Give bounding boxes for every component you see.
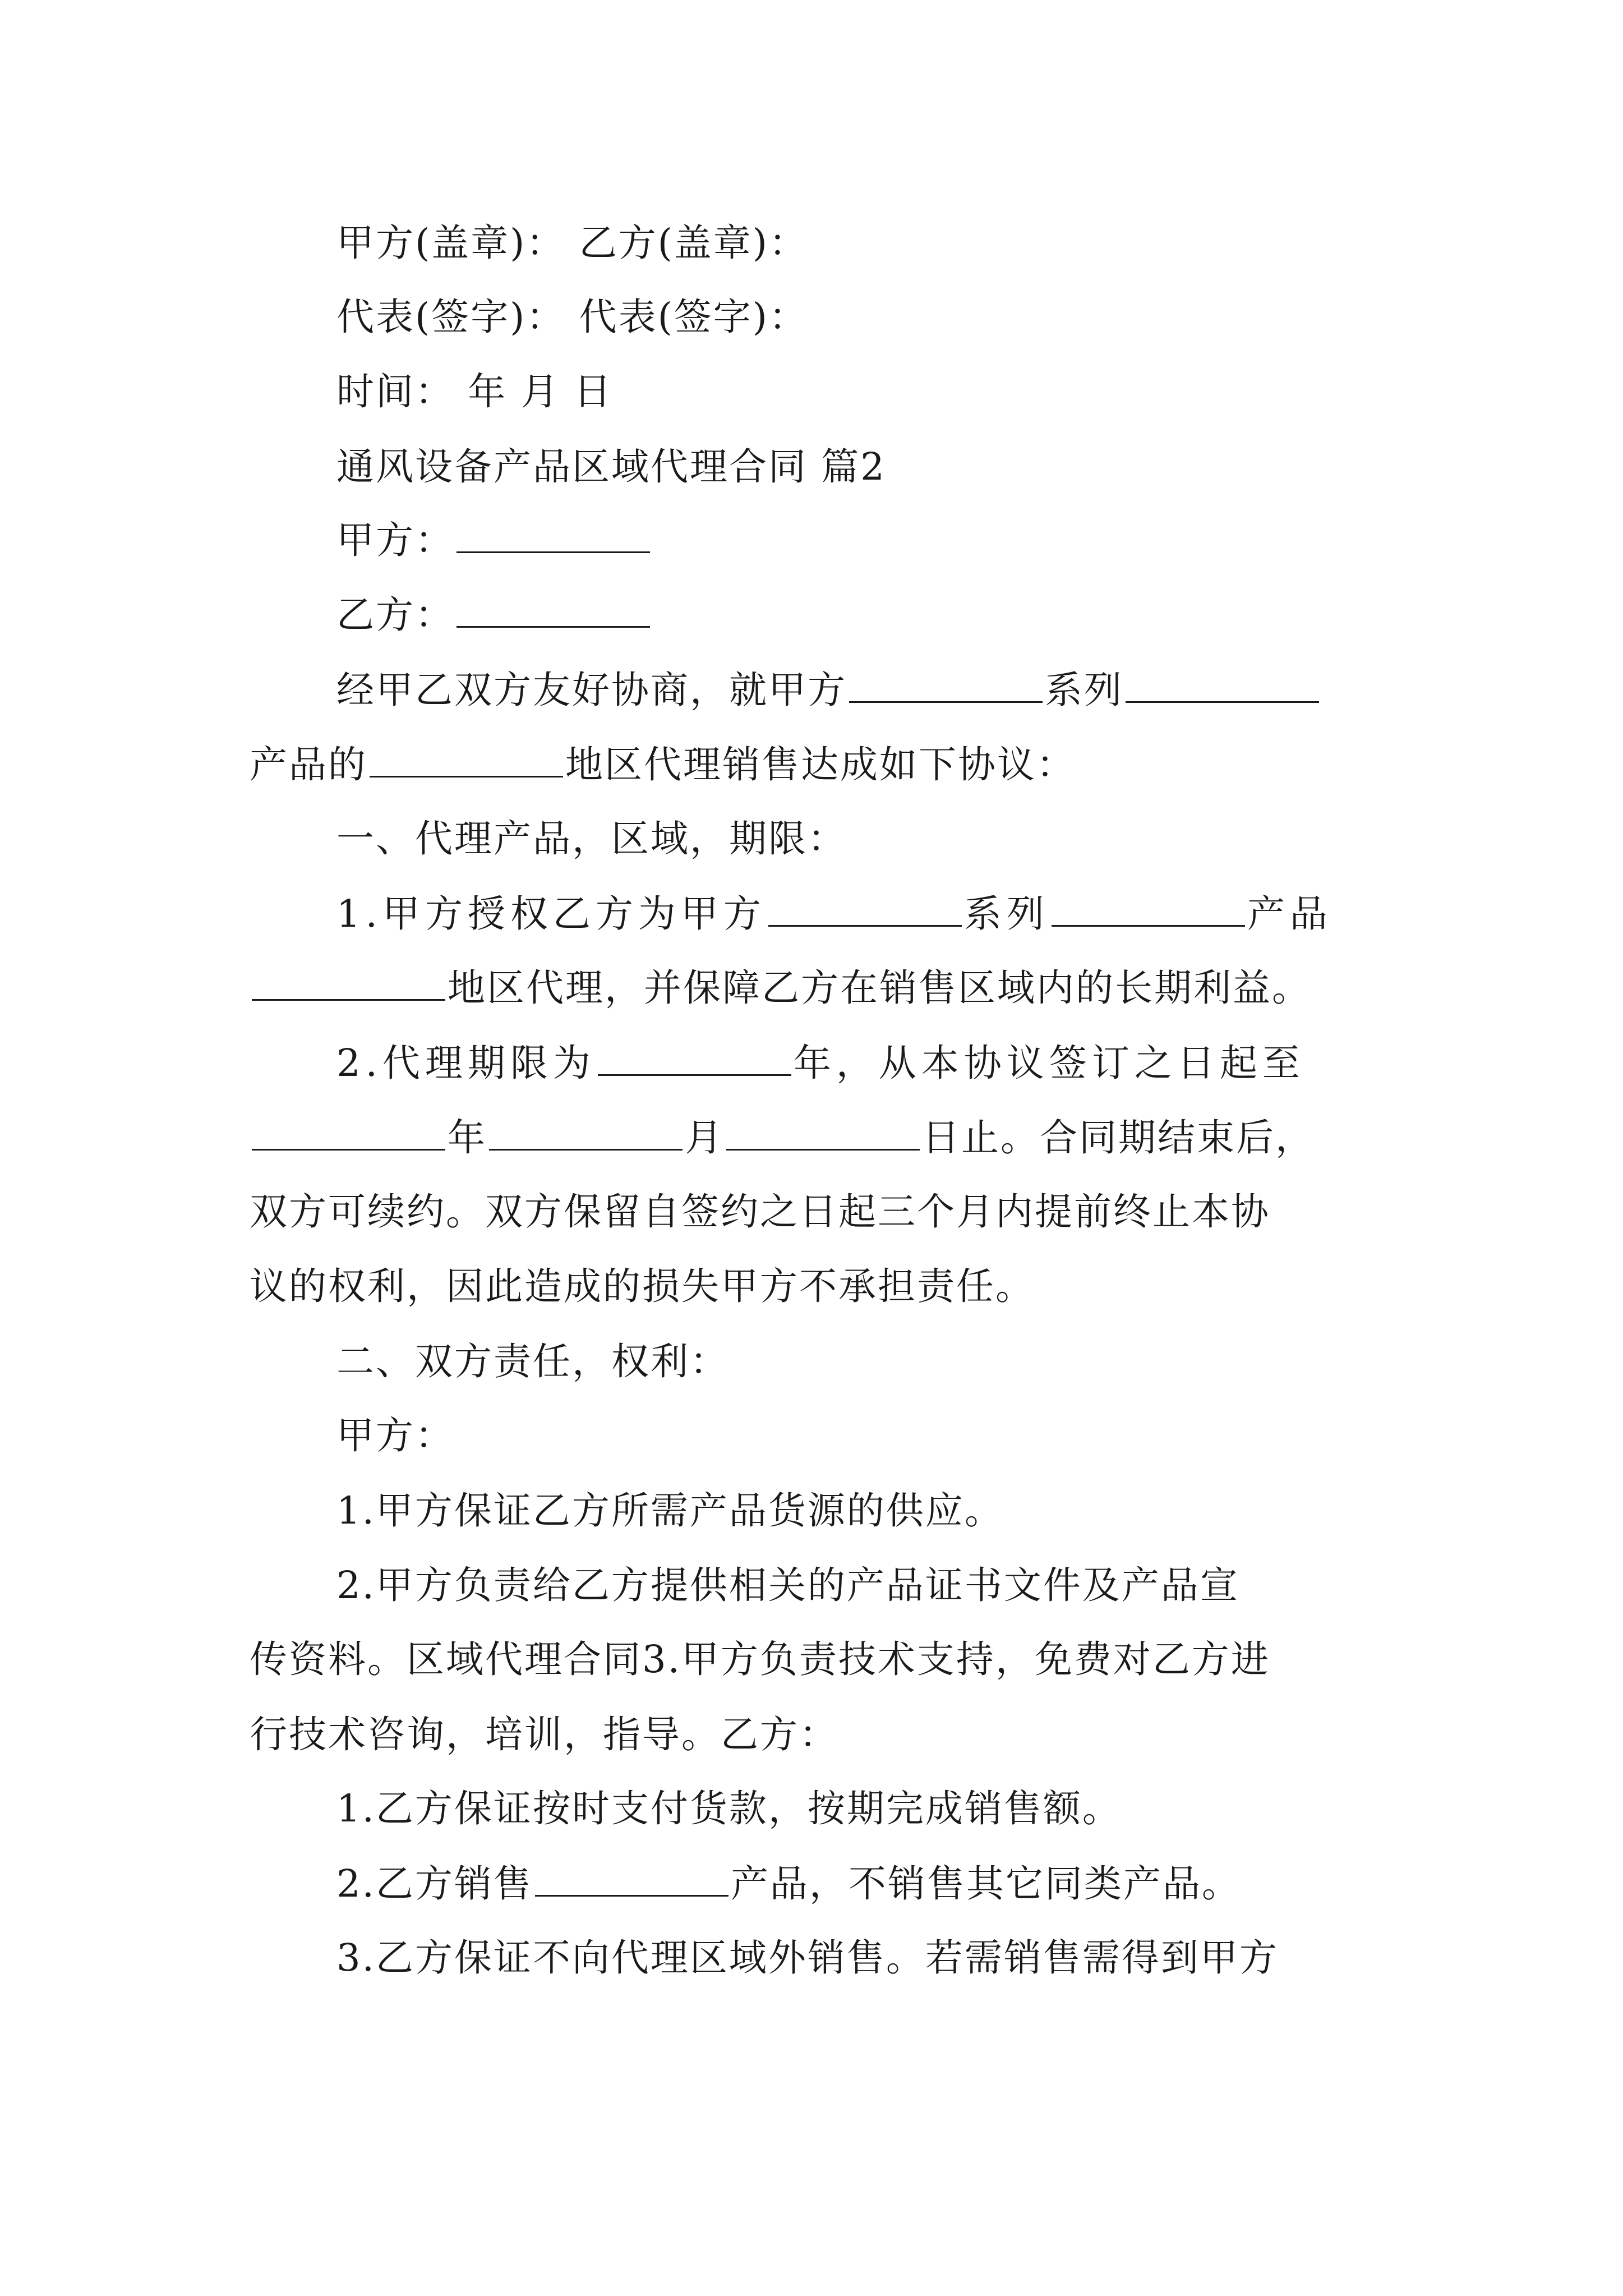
party-a-duty-2-line-1 xyxy=(336,1563,1239,1607)
clause-1-1-blank-2 xyxy=(1052,897,1245,927)
party-a-duty-2-text-2: 传资料。区域代理合同3.甲方负责技术支持，免费对乙方进 xyxy=(250,1637,1270,1681)
party-b-blank xyxy=(457,598,650,628)
party-b-duty-2-text-2: 产品，不销售其它同类产品。 xyxy=(730,1862,1241,1906)
party-a-line xyxy=(336,518,652,562)
seal-text: 甲方(盖章)： 乙方(盖章)： xyxy=(336,221,808,265)
date-text: 时间： 年 月 日 xyxy=(336,370,613,413)
party-b-duty-1-text: 1.乙方保证按时支付货款，按期完成销售额。 xyxy=(336,1787,1122,1830)
party-b-duty-2 xyxy=(336,1862,1241,1906)
product-series-blank xyxy=(849,673,1043,703)
section-title xyxy=(336,445,886,489)
clause-1-1-text-2: 系列 xyxy=(963,892,1049,936)
clause-1-2-line-4 xyxy=(250,1264,1035,1308)
clause-1-1-line-2 xyxy=(250,966,1311,1010)
clause-1-heading xyxy=(336,817,847,861)
party-a-duty-3-line xyxy=(250,1713,838,1756)
party-b-duty-3 xyxy=(336,1936,1279,1980)
party-b-label: 乙方： xyxy=(336,593,454,637)
end-day-blank xyxy=(726,1121,920,1151)
series-blank xyxy=(1126,673,1319,703)
years-blank xyxy=(598,1046,791,1076)
party-b-product-blank xyxy=(535,1867,728,1897)
intro-text-4: 地区代理销售达成如下协议： xyxy=(565,743,1076,786)
end-month-blank xyxy=(489,1121,683,1151)
clause-1-1-blank-1 xyxy=(768,897,962,927)
party-a-label: 甲方： xyxy=(336,518,454,562)
clause-2-heading xyxy=(336,1340,729,1383)
clause-1-2-text-2: 年，从本协议签订之日起至 xyxy=(793,1041,1305,1085)
intro-text-1: 经甲乙双方友好协商，就甲方 xyxy=(336,668,847,712)
month-label: 月 xyxy=(685,1116,724,1159)
party-a-duty-1 xyxy=(336,1489,1004,1533)
intro-line-2 xyxy=(250,743,1076,786)
clause-1-1-text-1: 1.甲方授权乙方为甲方 xyxy=(336,892,766,936)
party-a-duty-3-text: 行技术咨询，培训，指导。乙方： xyxy=(250,1713,838,1756)
region-blank xyxy=(370,748,563,777)
intro-line-1 xyxy=(336,668,1321,712)
clause-1-2-text-1: 2.代理期限为 xyxy=(336,1041,596,1085)
clause-1-1-line-1 xyxy=(336,892,1332,936)
clause-1-heading-text: 一、代理产品，区域，期限： xyxy=(336,817,847,861)
party-a-blank xyxy=(457,523,650,553)
clause-1-2-line-1 xyxy=(336,1041,1305,1085)
clause-1-2-text-3: 日止。合同期结束后， xyxy=(922,1116,1315,1159)
party-a-duties-text: 甲方： xyxy=(336,1414,454,1457)
signature-text: 代表(签字)： 代表(签字)： xyxy=(336,295,808,339)
clause-1-1-text-4: 地区代理，并保障乙方在销售区域内的长期利益。 xyxy=(448,966,1311,1010)
clause-2-heading-text: 二、双方责任，权利： xyxy=(336,1340,729,1383)
clause-1-2-text-4: 双方可续约。双方保留自签约之日起三个月内提前终止本协 xyxy=(250,1190,1270,1234)
end-year-blank xyxy=(252,1121,445,1151)
seal-line xyxy=(336,221,808,265)
party-b-duty-3-text: 3.乙方保证不向代理区域外销售。若需销售需得到甲方 xyxy=(336,1936,1279,1980)
date-line xyxy=(336,370,613,413)
party-b-duty-1 xyxy=(336,1787,1122,1830)
year-label: 年 xyxy=(448,1116,487,1159)
party-a-duties-label xyxy=(336,1414,454,1457)
clause-1-1-text-3: 产品 xyxy=(1247,892,1332,936)
party-a-duty-2-line-2 xyxy=(250,1637,1270,1681)
party-b-duty-2-text-1: 2.乙方销售 xyxy=(336,1862,533,1906)
party-b-line xyxy=(336,593,652,637)
signature-line xyxy=(336,295,808,339)
clause-1-1-blank-3 xyxy=(252,971,445,1001)
party-a-duty-1-text: 1.甲方保证乙方所需产品货源的供应。 xyxy=(336,1489,1004,1533)
intro-text-2: 系列 xyxy=(1045,668,1123,712)
intro-text-3: 产品的 xyxy=(250,743,367,786)
clause-1-2-text-5: 议的权利，因此造成的损失甲方不承担责任。 xyxy=(250,1264,1035,1308)
clause-1-2-line-2 xyxy=(250,1116,1315,1159)
party-a-duty-2-text-1: 2.甲方负责给乙方提供相关的产品证书文件及产品宣 xyxy=(336,1563,1239,1607)
clause-1-2-line-3 xyxy=(250,1190,1270,1234)
section-title-text: 通风设备产品区域代理合同 篇2 xyxy=(336,445,886,489)
